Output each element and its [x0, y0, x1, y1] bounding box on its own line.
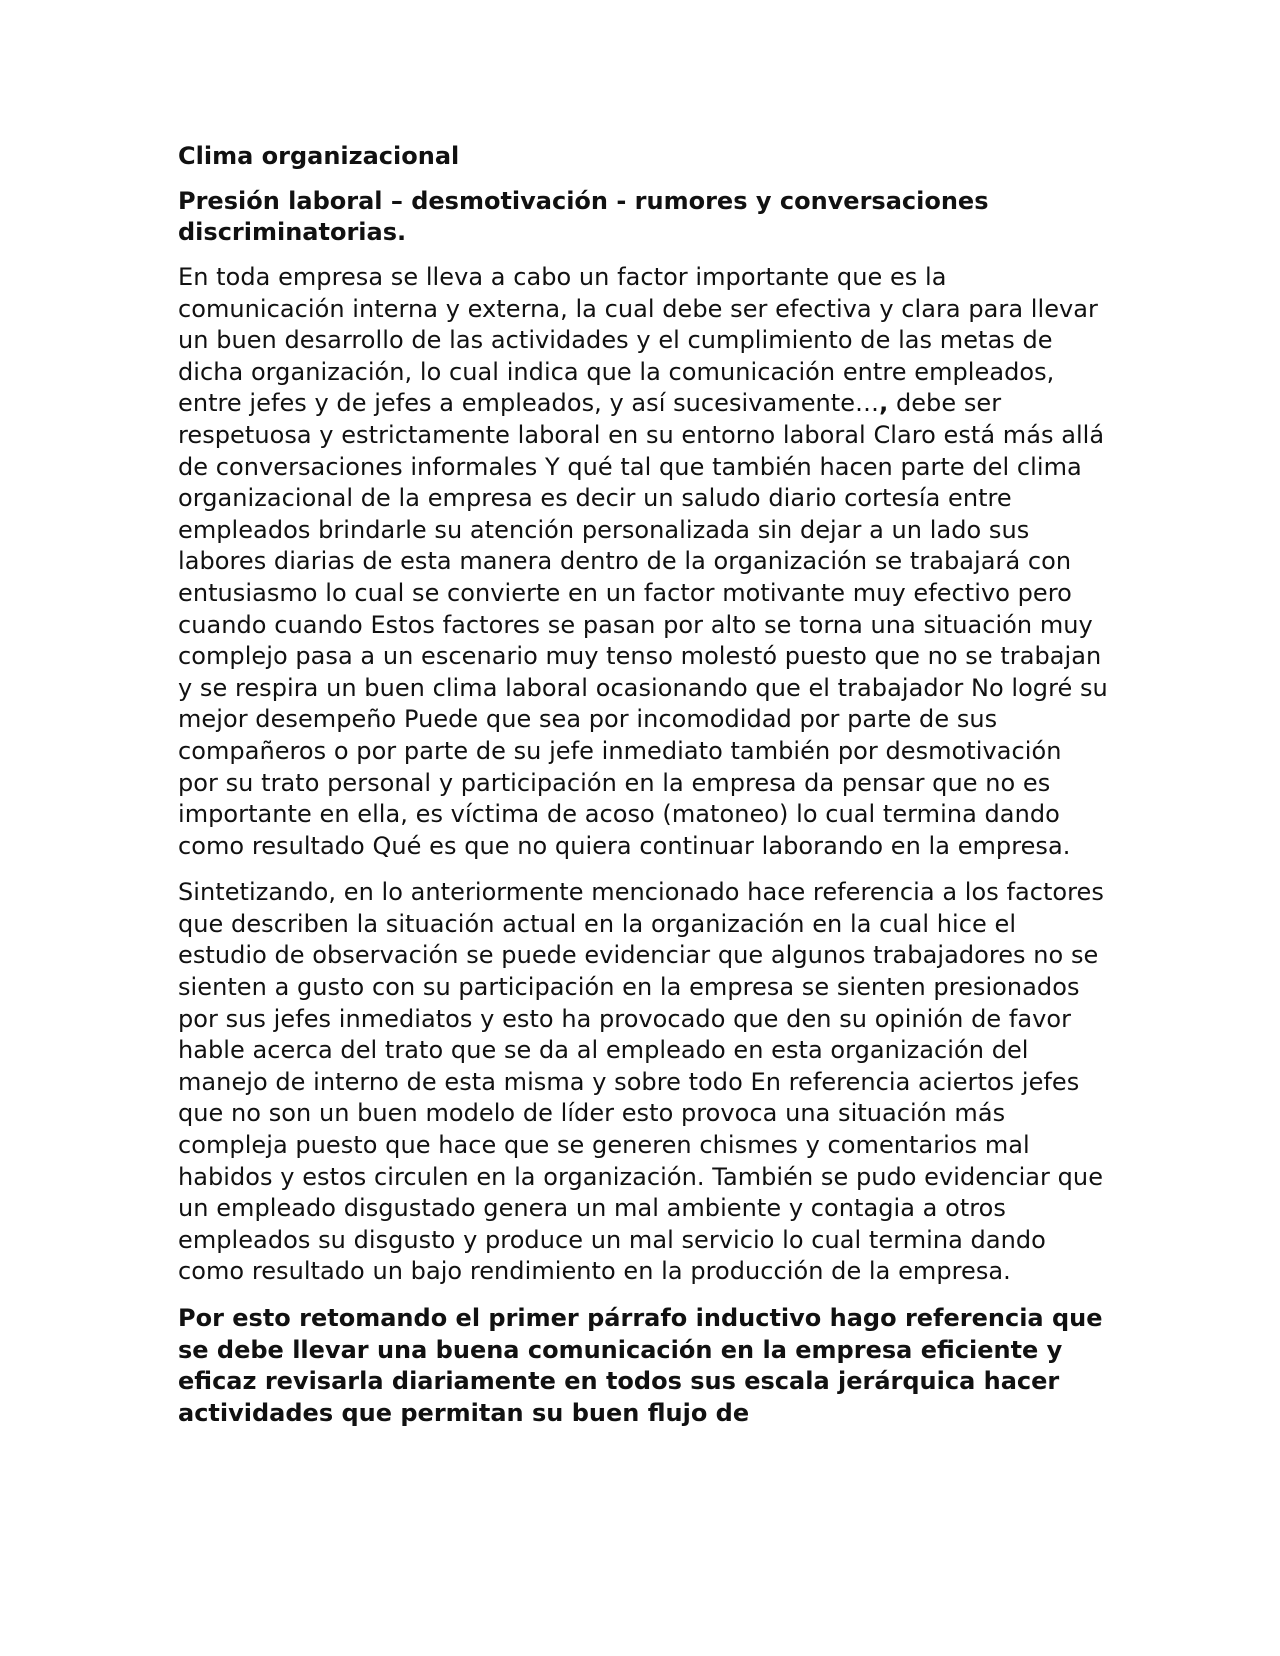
paragraph-2: Sintetizando, en lo anteriormente mencionado hace referencia a los factores que describen la situación actual en la organización en la cual hice el estudio de observación se puede evidenciar que algunos trabajadores no se sienten a gusto con su participación en la empresa se sienten presionados por sus jefes inmediatos y esto ha provocado que den su opinión de favor hable acerca del trato que se da al empleado en esta organización del manejo de interno de esta misma y sobre todo En referencia aciertos jefes que no son un buen modelo de líder esto provoca una situación más compleja puesto que hace que se generen chismes y comentarios mal habidos y estos circulen en la organización. También se pudo evidenciar que un empleado disgustado genera un mal ambiente y contagia a otros empleados su disgusto y produce un mal servicio lo cual termina dando como resultado un bajo rendimiento en la producción de la empresa.	[178, 878, 1104, 1286]
paragraph-1-comma: ,	[879, 389, 889, 418]
paragraph-1-part-1: En toda empresa se lleva a cabo un factor importante que es la comunicación interna y externa, la cual debe ser efectiva y clara para llevar un buen desarrollo de las actividades y el cumplimiento de las metas de dicha organización, lo cual indica que la comunicación entre empleados, entre jefes y de jefes a empleados, y así sucesivamente…	[178, 263, 1098, 418]
paragraph-1-part-2: debe ser respetuosa y estrictamente laboral en su entorno laboral Claro está más allá de conversaciones informales Y qué tal que también hacen parte del clima organizacional de la empresa es decir un saludo diario cortesía entre empleados brindarle su atención personalizada sin dejar a un lado sus labores diarias de esta manera dentro de la organización se trabajará con entusiasmo lo cual se convierte en un factor motivante muy efectivo pero cuando cuando Estos factores se pasan por alto se torna una situación muy complejo pasa a un escenario muy tenso molestó puesto que no se trabajan y se respira un buen clima laboral ocasionando que el trabajador No logré su mejor desempeño Puede que sea por incomodidad por parte de sus compañeros o por parte de su jefe inmediato también por desmotivación por su trato personal y participación en la empresa da pensar que no es importante en ella, es víctima de acoso (matoneo) lo cual termina dando como resultado Qué es que no quiera continuar laborando en la empresa.	[178, 389, 1108, 860]
document-title: Clima organizacional	[178, 142, 460, 170]
paragraph-1	[178, 262, 1108, 862]
document-subtitle: Presión laboral – desmotivación - rumores y conversaciones discriminatorias.	[178, 187, 989, 246]
paragraph-3: Por esto retomando el primer párrafo inductivo hago referencia que se debe llevar una buena comunicación en la empresa eficiente y eficaz revisarla diariamente en todos sus escala jerárquica hacer actividades que permitan su buen flujo de	[178, 1304, 1103, 1427]
document-page	[178, 140, 1108, 1429]
